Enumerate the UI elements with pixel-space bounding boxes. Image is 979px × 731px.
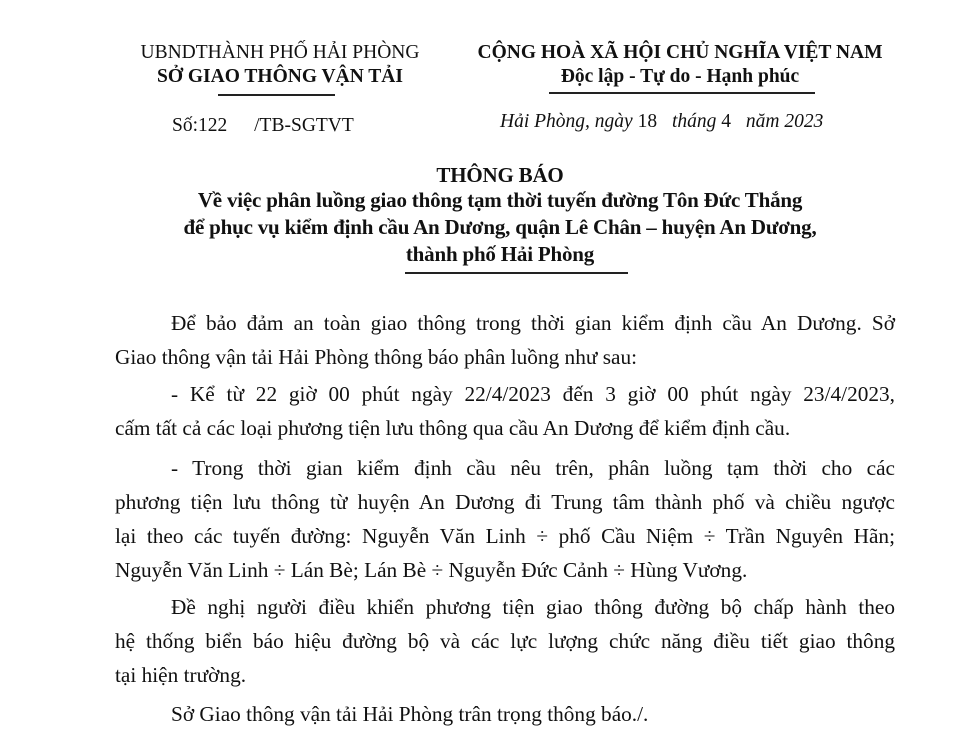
paragraph-line: phương tiện lưu thông từ huyện An Dương đi Trung tâm thành phố và chiều ngược	[115, 490, 895, 514]
paragraph-line: Sở Giao thông vận tải Hải Phòng trân trọng thông báo./.	[171, 702, 649, 726]
paragraph-line: cấm tất cả các loại phương tiện lưu thông qua cầu An Dương để kiểm định cầu.	[115, 416, 791, 440]
paragraph-line: Đề nghị người điều khiển phương tiện giao thông đường bộ chấp hành theo	[171, 595, 895, 619]
doc-number-value: 122	[198, 115, 228, 136]
place-date	[500, 111, 823, 133]
paragraph-line: hệ thống biển báo hiệu đường bộ và các lực lượng chức năng điều tiết giao thông	[115, 629, 895, 653]
department-underline	[218, 94, 335, 96]
document-subject-line-2: để phục vụ kiểm định cầu An Dương, quận Lê Chân – huyện An Dương,	[183, 215, 817, 239]
paragraph-line: tại hiện trường.	[115, 663, 247, 687]
paragraph-line: Để bảo đảm an toàn giao thông trong thời gian kiểm định cầu An Dương. Sở	[171, 311, 895, 335]
date-month: 4	[721, 111, 731, 132]
paragraph-request	[115, 590, 895, 692]
national-title: CỘNG HOÀ XÃ HỘI CHỦ NGHĨA VIỆT NAM	[477, 42, 883, 63]
issuing-authority: UBNDTHÀNH PHỐ HẢI PHÒNG	[140, 42, 420, 63]
issuing-department: SỞ GIAO THÔNG VẬN TẢI	[157, 66, 403, 87]
paragraph-intro	[115, 306, 895, 374]
paragraph-detour-routes	[115, 451, 895, 587]
paragraph-line: Giao thông vận tải Hải Phòng thông báo phân luồng như sau:	[115, 345, 638, 369]
date-month-label: tháng	[671, 111, 717, 132]
document-number	[172, 115, 354, 137]
date-year: năm 2023	[745, 111, 824, 132]
date-day: 18	[637, 111, 658, 132]
paragraph-line: Nguyễn Văn Linh ÷ Lán Bè; Lán Bè ÷ Nguyễn Đức Cảnh ÷ Hùng Vương.	[115, 558, 748, 582]
paragraph-closing	[115, 697, 895, 731]
document-heading: THÔNG BÁO	[436, 163, 564, 187]
document-subject-line-3: thành phố Hải Phòng	[405, 242, 595, 266]
paragraph-closure-time	[115, 377, 895, 445]
doc-number-code: /TB-SGTVT	[254, 115, 354, 136]
title-underline	[405, 272, 628, 274]
document-subject-line-1: Về việc phân luồng giao thông tạm thời tuyến đường Tôn Đức Thắng	[197, 188, 803, 212]
paragraph-line: lại theo các tuyến đường: Nguyễn Văn Linh ÷ phố Cầu Niệm ÷ Trần Nguyên Hãn;	[115, 524, 895, 548]
place-date-prefix: Hải Phòng, ngày	[500, 111, 633, 132]
national-motto: Độc lập - Tự do - Hạnh phúc	[560, 66, 800, 87]
paragraph-line: - Trong thời gian kiểm định cầu nêu trên, phân luồng tạm thời cho các	[171, 456, 895, 480]
motto-underline	[549, 92, 815, 94]
paragraph-line: - Kể từ 22 giờ 00 phút ngày 22/4/2023 đến 3 giờ 00 phút ngày 23/4/2023,	[171, 382, 895, 406]
doc-number-label: Số:	[172, 115, 199, 136]
